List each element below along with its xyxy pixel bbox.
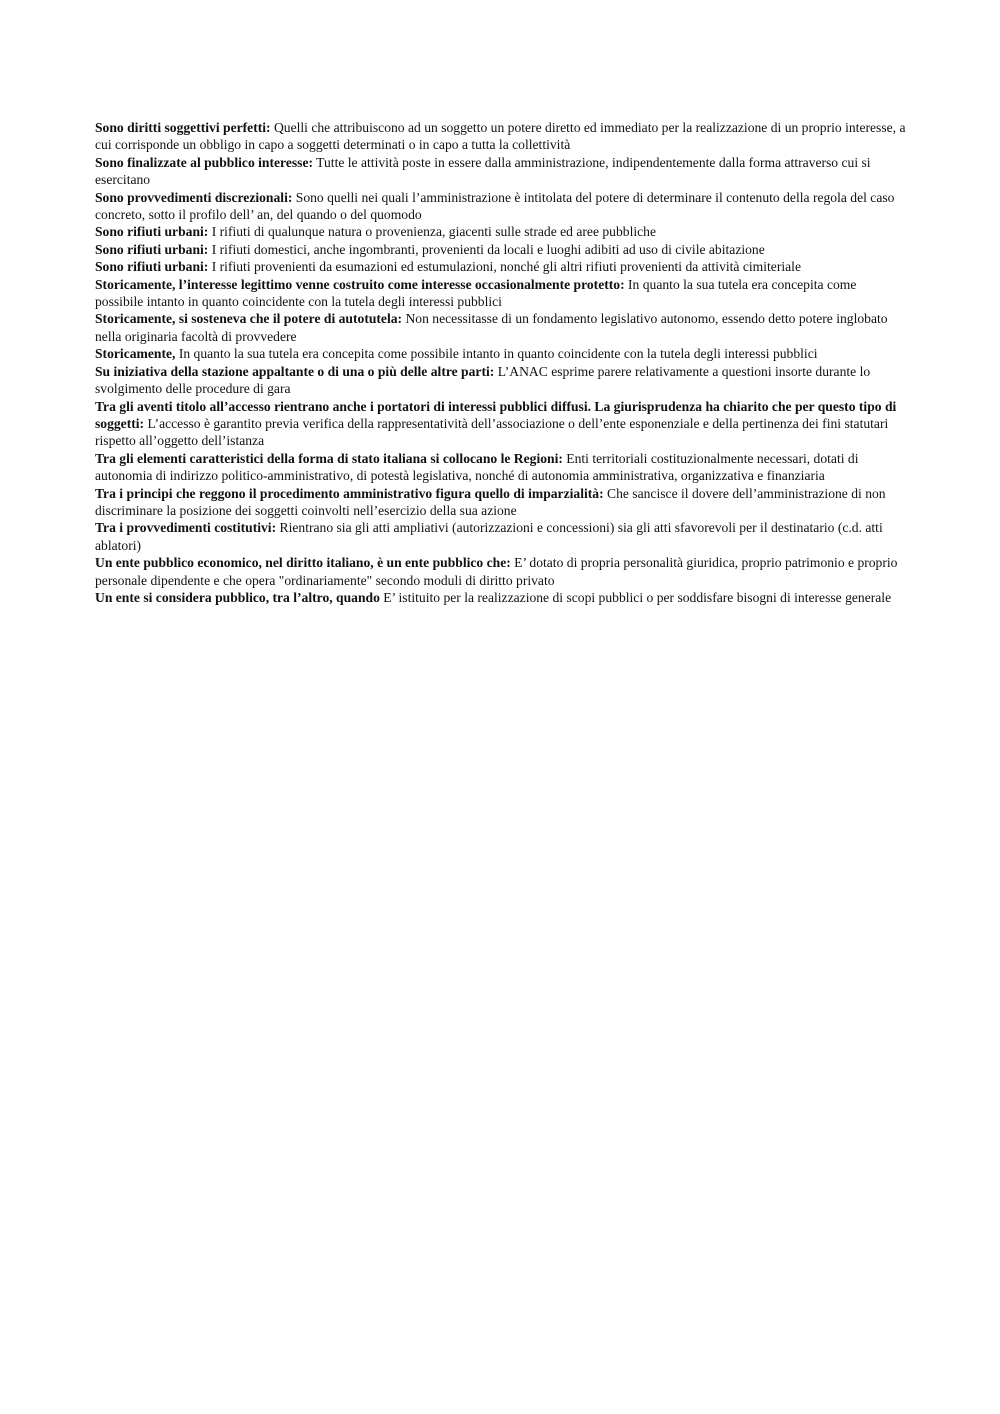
entry-question: Sono rifiuti urbani:: [95, 224, 209, 240]
entry: [95, 119, 907, 154]
entry-answer: Non necessitasse di un fondamento legislativo autonomo, essendo detto potere inglobato nella originaria facoltà di provvedere: [95, 311, 888, 344]
entry: [95, 519, 907, 554]
entry: [95, 589, 907, 606]
entry: [95, 189, 907, 224]
entry-answer: I rifiuti domestici, anche ingombranti, provenienti da locali e luoghi adibiti ad uso di civile abitazione: [211, 241, 765, 257]
entry-question: Sono rifiuti urbani:: [95, 241, 209, 257]
entry-answer: L’accesso è garantito previa verifica della rappresentatività dell’associazione o dell’ente esponenziale e della pertinenza dei fini statutari rispetto all’oggetto dell’istanza: [95, 415, 889, 449]
entry: [95, 363, 907, 398]
entry-answer: I rifiuti di qualunque natura o provenienza, giacenti sulle strade ed aree pubbliche: [211, 224, 656, 240]
entry: [95, 554, 907, 589]
entry-answer: In quanto la sua tutela era concepita come possibile intanto in quanto coincidente con la tutela degli interessi pubblici: [178, 346, 818, 362]
entry: [95, 398, 907, 450]
entry-question: Storicamente, si sosteneva che il potere di autotutela:: [95, 311, 403, 327]
document-page: [95, 119, 907, 606]
entry-answer: Quelli che attribuiscono ad un soggetto un potere diretto ed immediato per la realizzazione di un proprio interesse, a cui corrisponde un obbligo in capo a soggetti determinati o in capo a tutta la collettività: [95, 120, 906, 153]
entry-answer: I rifiuti provenienti da esumazioni ed estumulazioni, nonché gli altri rifiuti provenienti da attività cimiteriale: [211, 259, 801, 275]
entry: [95, 276, 907, 311]
entry: [95, 223, 907, 240]
entry-question: Tra i provvedimenti costitutivi:: [95, 520, 277, 536]
entry-question: Storicamente, l’interesse legittimo venne costruito come interesse occasionalmente protetto:: [95, 276, 625, 292]
entry-question: Tra i principi che reggono il procedimento amministrativo figura quello di imparzialità:: [95, 485, 604, 501]
entry-question: Su iniziativa della stazione appaltante o di una o più delle altre parti:: [95, 363, 495, 379]
entry-answer: L’ANAC esprime parere relativamente a questioni insorte durante lo svolgimento delle procedure di gara: [95, 363, 871, 397]
entry-question: Un ente pubblico economico, nel diritto italiano, è un ente pubblico che:: [95, 555, 511, 571]
entry: [95, 154, 907, 189]
entry: [95, 485, 907, 520]
entry: [95, 241, 907, 258]
entry-answer: Rientrano sia gli atti ampliativi (autorizzazioni e concessioni) sia gli atti sfavorevoli per il destinatario (c.d. atti ablatori): [95, 520, 883, 553]
entry-answer: In quanto la sua tutela era concepita come possibile intanto in quanto coincidente con la tutela degli interessi pubblici: [95, 276, 857, 310]
entry: [95, 258, 907, 275]
entry: [95, 450, 907, 485]
entry-question: Tra gli elementi caratteristici della forma di stato italiana si collocano le Regioni:: [95, 450, 563, 466]
entry-answer: Tutte le attività poste in essere dalla amministrazione, indipendentemente dalla forma attraverso cui si esercitano: [95, 154, 871, 188]
entry-answer: Enti territoriali costituzionalmente necessari, dotati di autonomia di indirizzo politico-amministrativo, di potestà legislativa, nonché di autonomia amministrativa, organizzativa e finanziaria: [95, 450, 859, 484]
entry: [95, 310, 907, 345]
entry-question: Sono rifiuti urbani:: [95, 259, 209, 275]
entry-question: Sono provvedimenti discrezionali:: [95, 189, 293, 205]
entry-question: Sono diritti soggettivi perfetti:: [95, 120, 271, 135]
entry-question: Un ente si considera pubblico, tra l’altro, quando: [95, 589, 380, 605]
entry-answer: E’ dotato di propria personalità giuridica, proprio patrimonio e proprio personale dipendente e che opera "ordinariamente" secondo moduli di diritto privato: [95, 555, 898, 588]
entry-answer: Sono quelli nei quali l’amministrazione è intitolata del potere di determinare il contenuto della regola del caso concreto, sotto il profilo dell’ an, del quando o del quomodo: [95, 189, 895, 223]
entry-question: Sono finalizzate al pubblico interesse:: [95, 154, 314, 170]
entry: [95, 345, 907, 362]
entry-answer: E’ istituito per la realizzazione di scopi pubblici o per soddisfare bisogni di interesse generale: [383, 589, 892, 605]
entry-answer: Che sancisce il dovere dell’amministrazione di non discriminare la posizione dei soggetti coinvolti nell’esercizio della sua azione: [95, 485, 886, 518]
entry-question: Tra gli aventi titolo all’accesso rientrano anche i portatori di interessi pubblici diffusi. La giurisprudenza ha chiarito che per questo tipo di soggetti:: [95, 398, 897, 431]
entry-question: Storicamente,: [95, 346, 176, 362]
